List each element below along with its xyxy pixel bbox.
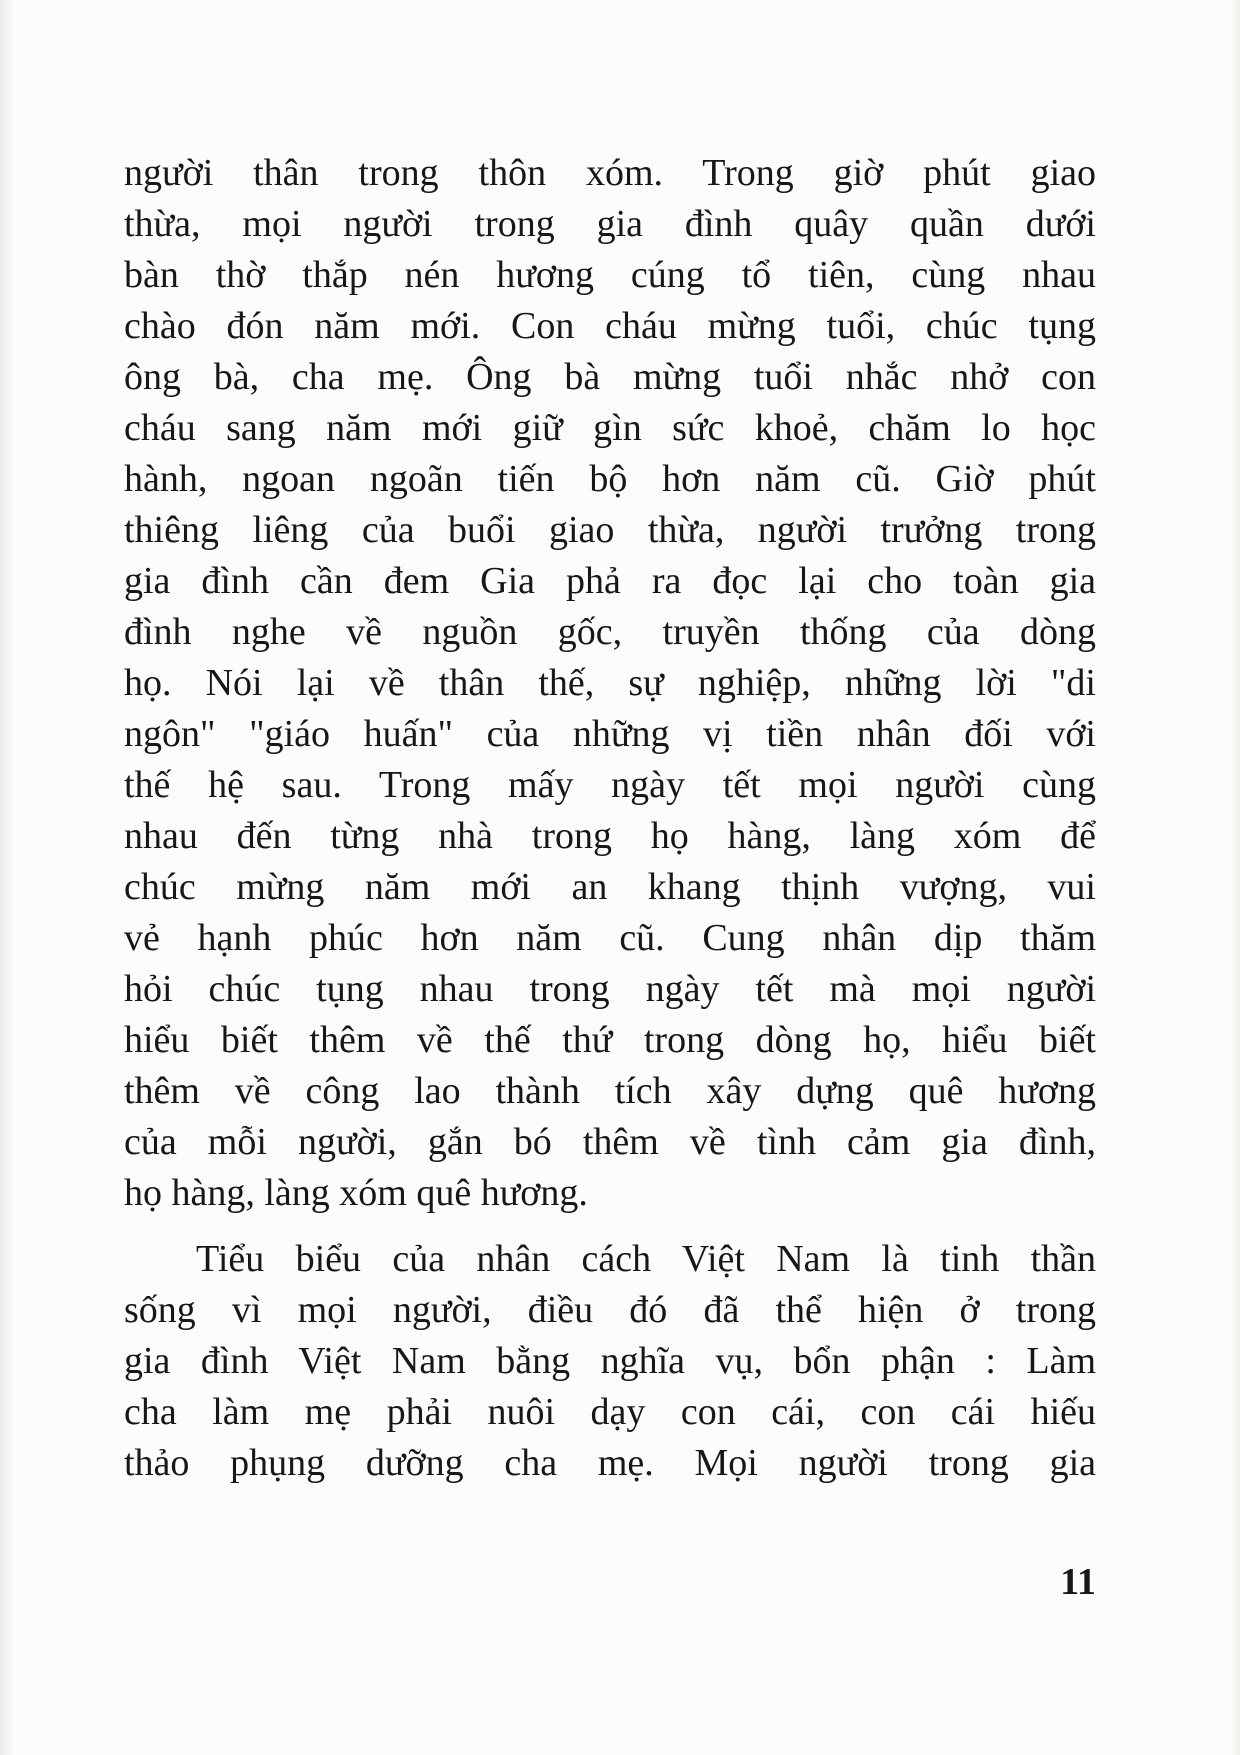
body-text	[124, 148, 1096, 1489]
paragraph-gap	[124, 1219, 1096, 1234]
text-line: ngôn" "giáo huấn" của những vị tiền nhân đối với	[124, 713, 1096, 755]
text-line: họ. Nói lại về thân thế, sự nghiệp, những lời "di	[124, 662, 1096, 704]
text-line: người thân trong thôn xóm. Trong giờ phút giao	[124, 152, 1096, 194]
text-line: gia đình Việt Nam bằng nghĩa vụ, bổn phận : Làm	[124, 1340, 1096, 1382]
text-line: thảo phụng dưỡng cha mẹ. Mọi người trong gia	[124, 1442, 1096, 1484]
text-line: nhau đến từng nhà trong họ hàng, làng xóm để	[124, 815, 1096, 857]
text-line: hành, ngoan ngoãn tiến bộ hơn năm cũ. Giờ phút	[124, 458, 1096, 500]
text-line: hiểu biết thêm về thế thứ trong dòng họ, hiểu biết	[124, 1019, 1096, 1061]
page-number: 11	[1060, 1561, 1096, 1603]
text-line: vẻ hạnh phúc hơn năm cũ. Cung nhân dịp thăm	[124, 917, 1096, 959]
text-line: chúc mừng năm mới an khang thịnh vượng, vui	[124, 866, 1096, 908]
text-line: đình nghe về nguồn gốc, truyền thống của dòng	[124, 611, 1096, 653]
text-line: bàn thờ thắp nén hương cúng tổ tiên, cùng nhau	[124, 254, 1096, 296]
scan-edge-right	[1230, 0, 1240, 1755]
text-line: thế hệ sau. Trong mấy ngày tết mọi người cùng	[124, 764, 1096, 806]
text-line: ông bà, cha mẹ. Ông bà mừng tuổi nhắc nhở con	[124, 356, 1096, 398]
text-line: gia đình cần đem Gia phả ra đọc lại cho toàn gia	[124, 560, 1096, 602]
text-line: thừa, mọi người trong gia đình quây quần dưới	[124, 203, 1096, 245]
scan-edge-left	[0, 0, 14, 1755]
text-line: họ hàng, làng xóm quê hương.	[124, 1172, 588, 1214]
text-line: Tiểu biểu của nhân cách Việt Nam là tinh thần	[196, 1238, 1096, 1280]
text-line: thêm về công lao thành tích xây dựng quê hương	[124, 1070, 1096, 1112]
text-line: hỏi chúc tụng nhau trong ngày tết mà mọi người	[124, 968, 1096, 1010]
text-line: chào đón năm mới. Con cháu mừng tuổi, chúc tụng	[124, 305, 1096, 347]
text-line: của mỗi người, gắn bó thêm về tình cảm gia đình,	[124, 1121, 1096, 1163]
text-line: cháu sang năm mới giữ gìn sức khoẻ, chăm lo học	[124, 407, 1096, 449]
text-line: cha làm mẹ phải nuôi dạy con cái, con cái hiếu	[124, 1391, 1096, 1433]
text-line: thiêng liêng của buổi giao thừa, người trưởng trong	[124, 509, 1096, 551]
text-line: sống vì mọi người, điều đó đã thể hiện ở trong	[124, 1289, 1096, 1331]
